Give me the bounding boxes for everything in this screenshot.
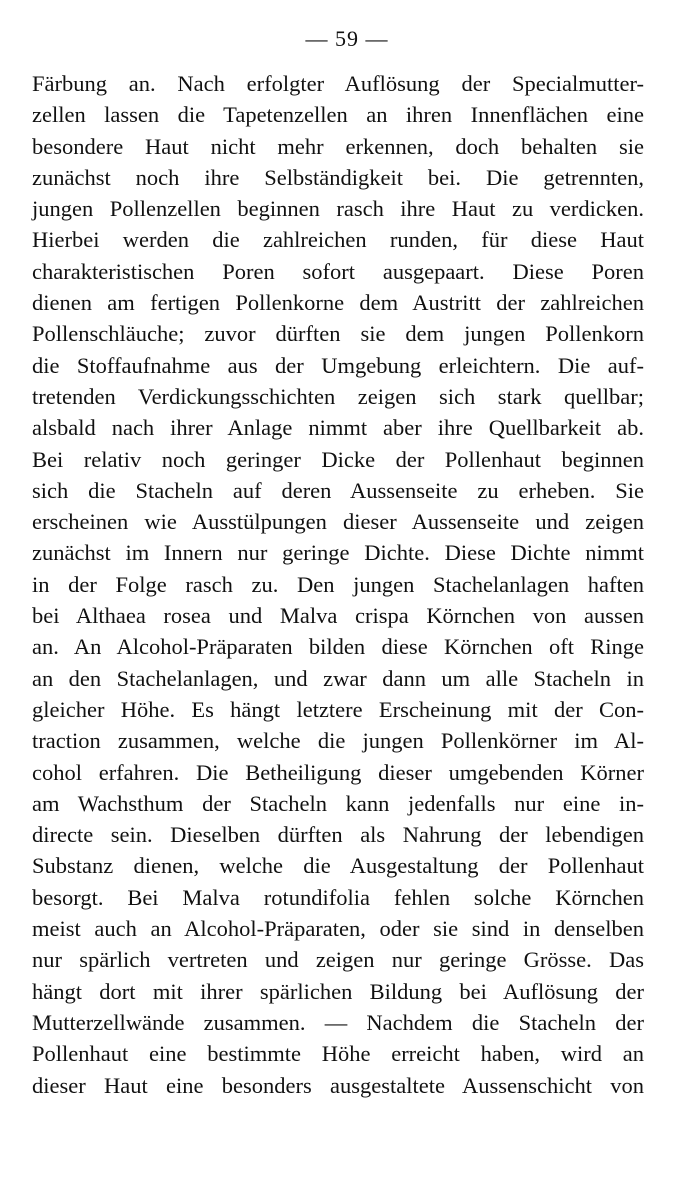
text-line: charakteristischen Poren sofort ausgepaart. Diese Poren — [32, 258, 644, 284]
body-paragraph — [32, 68, 644, 1101]
text-line: tretenden Verdickungsschichten zeigen sich stark quellbar; — [32, 383, 644, 409]
text-line: jungen Pollenzellen beginnen rasch ihre Haut zu verdicken. — [32, 196, 644, 222]
text-line: hängt dort mit ihrer spärlichen Bildung bei Auflösung der — [32, 978, 644, 1004]
text-line: Hierbei werden die zahlreichen runden, für diese Haut — [32, 227, 644, 253]
text-line: besorgt. Bei Malva rotundifolia fehlen solche Körnchen — [32, 884, 644, 910]
text-line: bei Althaea rosea und Malva crispa Körnchen von aussen — [32, 603, 644, 629]
text-line: am Wachsthum der Stacheln kann jedenfalls nur eine in- — [32, 790, 644, 816]
text-line: zunächst im Innern nur geringe Dichte. Diese Dichte nimmt — [32, 540, 644, 566]
page-number-header: — 59 — — [305, 26, 389, 51]
text-line: Bei relativ noch geringer Dicke der Pollenhaut beginnen — [32, 446, 644, 472]
text-line: Mutterzellwände zusammen. — Nachdem die Stacheln der — [32, 1009, 644, 1035]
text-line: meist auch an Alcohol-Präparaten, oder sie sind in denselben — [32, 916, 644, 942]
text-line: die Stoffaufnahme aus der Umgebung erleichtern. Die auf- — [32, 352, 644, 378]
text-line: traction zusammen, welche die jungen Pollenkörner im Al- — [32, 728, 644, 754]
text-line: an. An Alcohol-Präparaten bilden diese Körnchen oft Ringe — [32, 634, 644, 660]
text-line: an den Stachelanlagen, und zwar dann um alle Stacheln in — [32, 665, 644, 691]
text-line: Pollenschläuche; zuvor dürften sie dem jungen Pollenkorn — [32, 321, 644, 347]
text-line: zellen lassen die Tapetenzellen an ihren Innenflächen eine — [32, 102, 644, 128]
text-line: dieser Haut eine besonders ausgestaltete Aussenschicht von — [32, 1072, 644, 1098]
text-line: nur spärlich vertreten und zeigen nur geringe Grösse. Das — [32, 947, 644, 973]
text-line: dienen am fertigen Pollenkorne dem Austritt der zahlreichen — [32, 290, 644, 316]
text-line: sich die Stacheln auf deren Aussenseite zu erheben. Sie — [32, 477, 644, 503]
text-line: cohol erfahren. Die Betheiligung dieser umgebenden Körner — [32, 759, 644, 785]
text-line: Substanz dienen, welche die Ausgestaltung der Pollenhaut — [32, 853, 644, 879]
text-line: Färbung an. Nach erfolgter Auflösung der Specialmutter- — [32, 71, 644, 96]
text-line: zunächst noch ihre Selbständigkeit bei. Die getrennten, — [32, 164, 644, 190]
text-line: in der Folge rasch zu. Den jungen Stachelanlagen haften — [32, 571, 644, 597]
text-line: Pollenhaut eine bestimmte Höhe erreicht haben, wird an — [32, 1041, 644, 1067]
text-line: besondere Haut nicht mehr erkennen, doch behalten sie — [32, 133, 644, 159]
text-line: erscheinen wie Ausstülpungen dieser Aussenseite und zeigen — [32, 509, 644, 535]
text-line: gleicher Höhe. Es hängt letztere Erscheinung mit der Con- — [32, 696, 644, 722]
text-line: directe sein. Dieselben dürften als Nahrung der lebendigen — [32, 822, 644, 848]
text-line: alsbald nach ihrer Anlage nimmt aber ihre Quellbarkeit ab. — [32, 415, 644, 441]
